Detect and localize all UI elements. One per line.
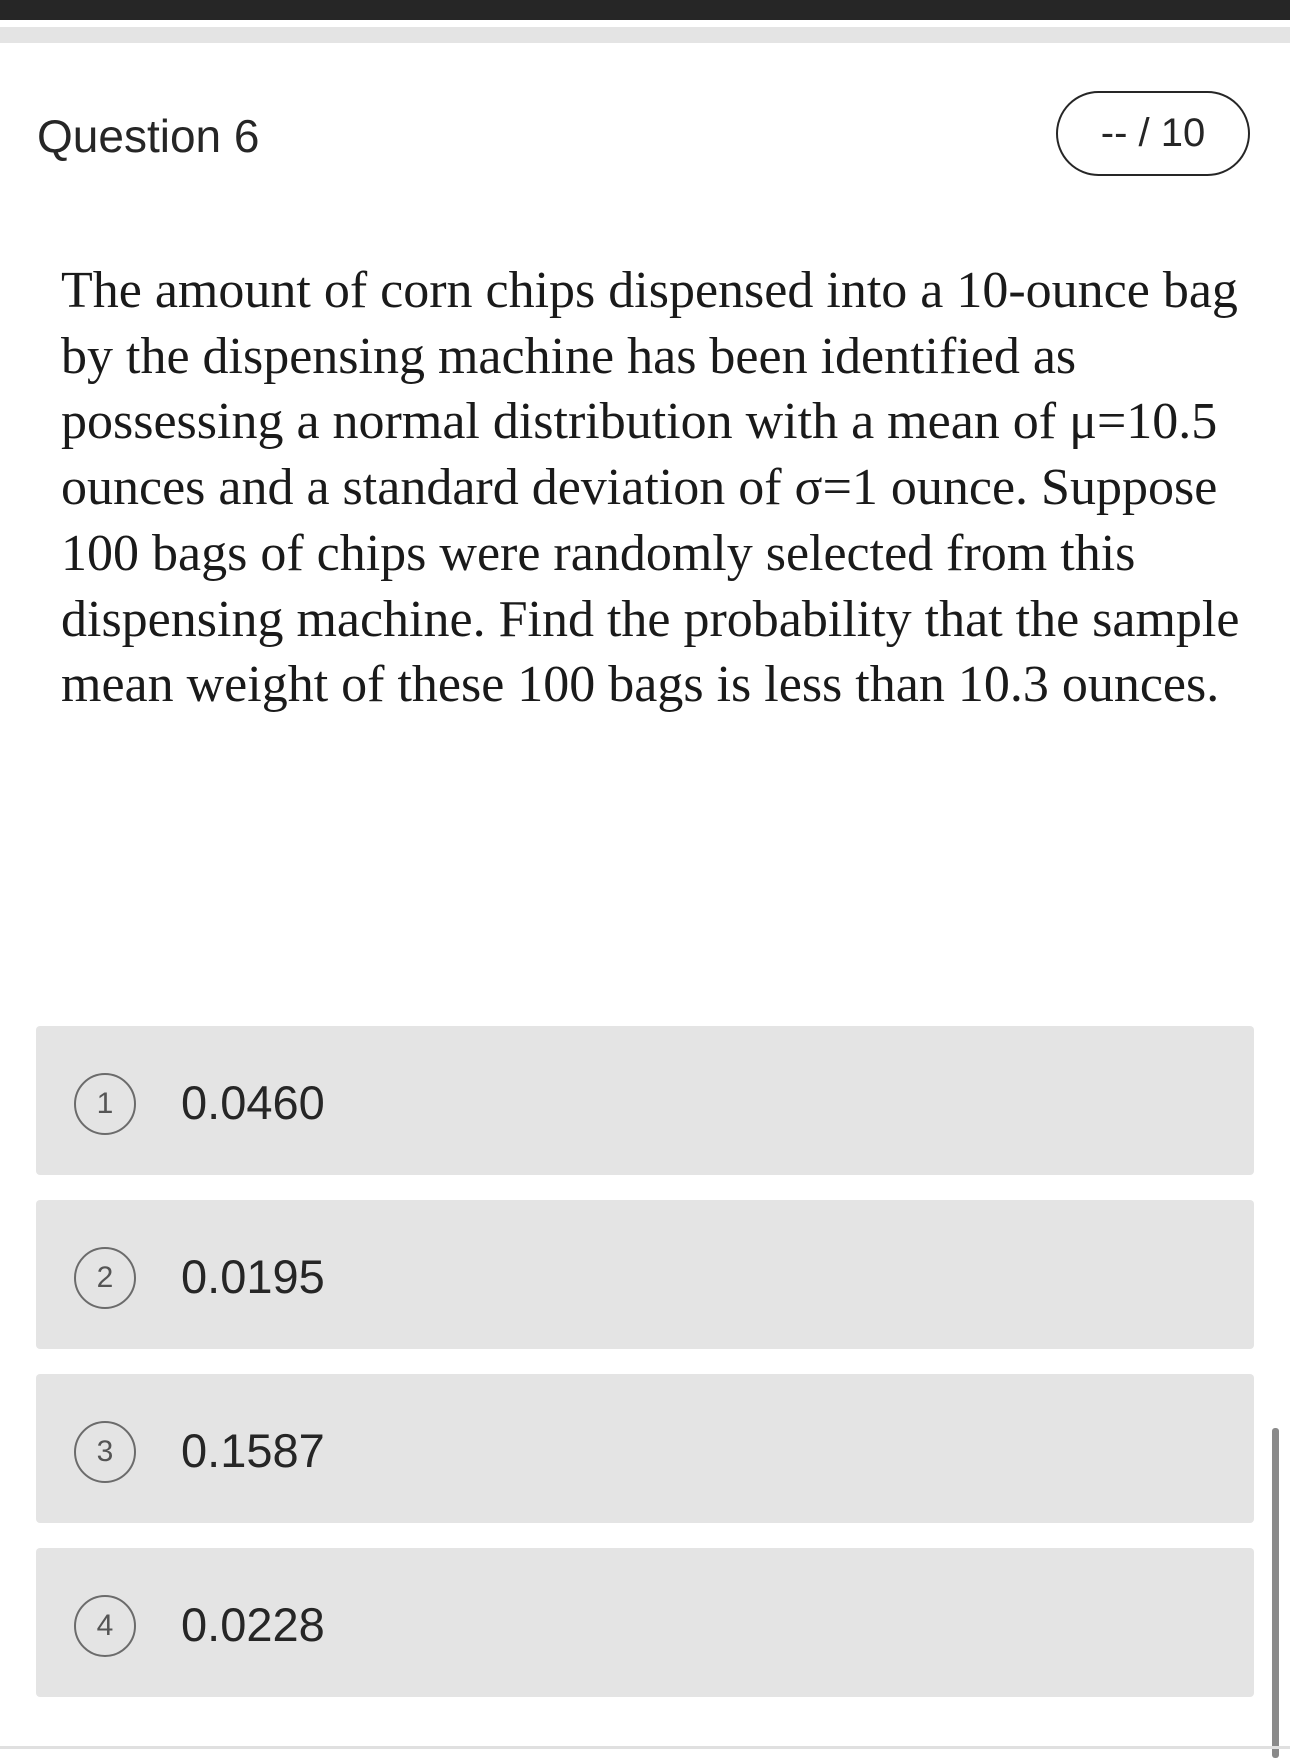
question-text: The amount of corn chips dispensed into a 10-ounce bag by the dispensing machine has been identified as possessing a normal distribution with a mean of μ=10.5 ounces and a standard deviation of σ=1 ounce. Suppose 100 bags of chips were randomly selected from this dispensing machine. Find the probability that the sample mean weight of these 100 bags is less than 10.3 ounces. <box>61 262 1240 714</box>
option-label: 0.0228 <box>181 1598 325 1651</box>
option-number-badge: 4 <box>74 1595 136 1657</box>
option-label: 0.1587 <box>181 1424 325 1477</box>
option-number-badge: 3 <box>74 1421 136 1483</box>
bottom-divider <box>0 1746 1290 1749</box>
score-text: -- / 10 <box>1100 111 1206 155</box>
answer-option-4[interactable] <box>36 1548 1254 1697</box>
answer-option-2[interactable] <box>36 1200 1254 1349</box>
scrollbar-thumb[interactable] <box>1272 1428 1279 1758</box>
sub-bar <box>0 27 1290 43</box>
answer-option-3[interactable] <box>36 1374 1254 1523</box>
option-label: 0.0460 <box>181 1076 325 1129</box>
answer-options <box>36 1026 1254 1722</box>
top-bar <box>0 0 1290 20</box>
score-badge <box>1056 91 1250 176</box>
answer-option-1[interactable] <box>36 1026 1254 1175</box>
option-number-badge: 1 <box>74 1073 136 1135</box>
option-number-badge: 2 <box>74 1247 136 1309</box>
question-title: Question 6 <box>37 110 260 162</box>
option-label: 0.0195 <box>181 1250 325 1303</box>
